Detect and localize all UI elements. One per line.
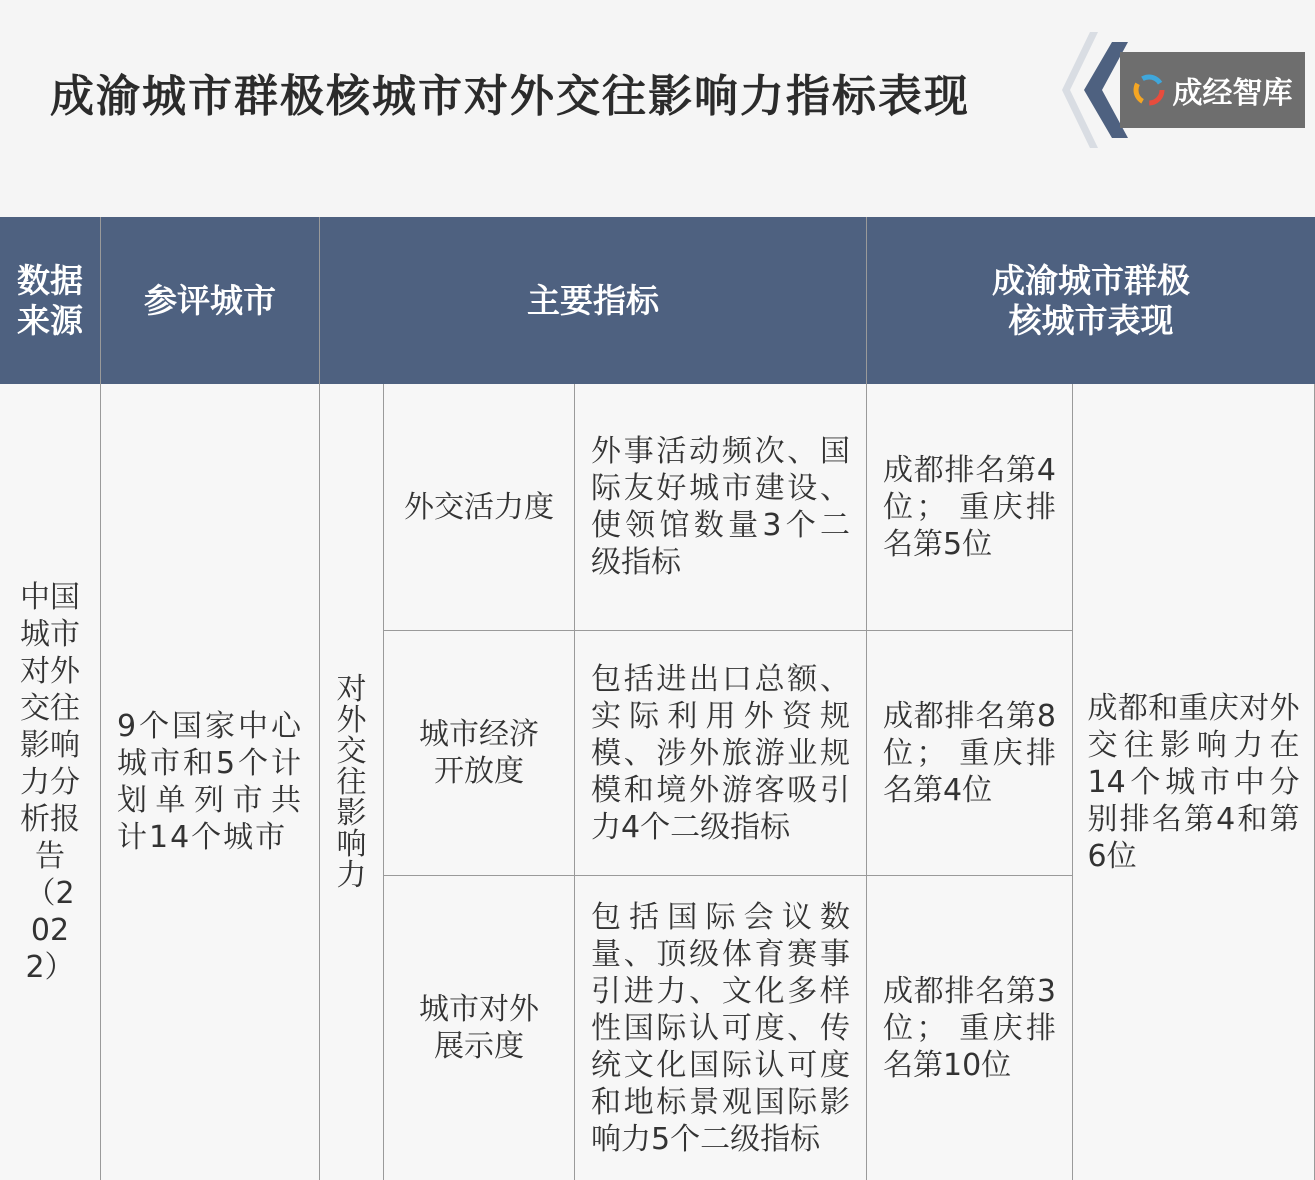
detail-cell: 包括国际会议数量、顶级体育赛事引进力、文化多样性国际认可度、传统文化国际认可度和地标景观国际影响力5个二级指标 [591, 899, 850, 1157]
header-source: 数据来源 [0, 217, 100, 384]
brand-badge [1050, 30, 1315, 150]
brand-name: 成经智库 [1172, 76, 1293, 111]
category-cell: 对外交往影响力 [336, 671, 367, 893]
cities-cell: 9个国家中心城市和5个计划单列市共计14个城市 [117, 709, 303, 855]
indicator-table [0, 217, 1315, 1180]
header-performance: 成渝城市群极核城市表现 [867, 217, 1315, 384]
indicator-cell: 城市对外展示度 [419, 992, 539, 1064]
indicator-cell: 外交活力度 [404, 489, 554, 525]
indicator-cell: 城市经济开放度 [419, 717, 539, 789]
swirl-logo-icon [1133, 74, 1165, 106]
rank-cell: 成都排名第8位； 重庆排名第4位 [883, 698, 1056, 808]
detail-cell: 外事活动频次、国际友好城市建设、使领馆数量3个二级指标 [591, 434, 850, 580]
rank-cell: 成都排名第4位； 重庆排名第5位 [883, 452, 1056, 562]
page-title: 成渝城市群极核城市对外交往影响力指标表现 [50, 71, 970, 122]
source-cell: 中国城市对外交往影响力分析报告（2022） [20, 579, 80, 985]
chevron-decoration-icon [1050, 30, 1130, 150]
overall-cell: 成都和重庆对外交往影响力在14个城市中分别排名第4和第6位 [1087, 690, 1300, 874]
rank-cell: 成都排名第3位； 重庆排名第10位 [883, 973, 1056, 1083]
header-cities: 参评城市 [101, 217, 319, 384]
detail-cell: 包括进出口总额、实际利用外资规模、涉外旅游业规模和境外游客吸引力4个二级指标 [591, 661, 850, 845]
header-indicators: 主要指标 [320, 217, 866, 384]
